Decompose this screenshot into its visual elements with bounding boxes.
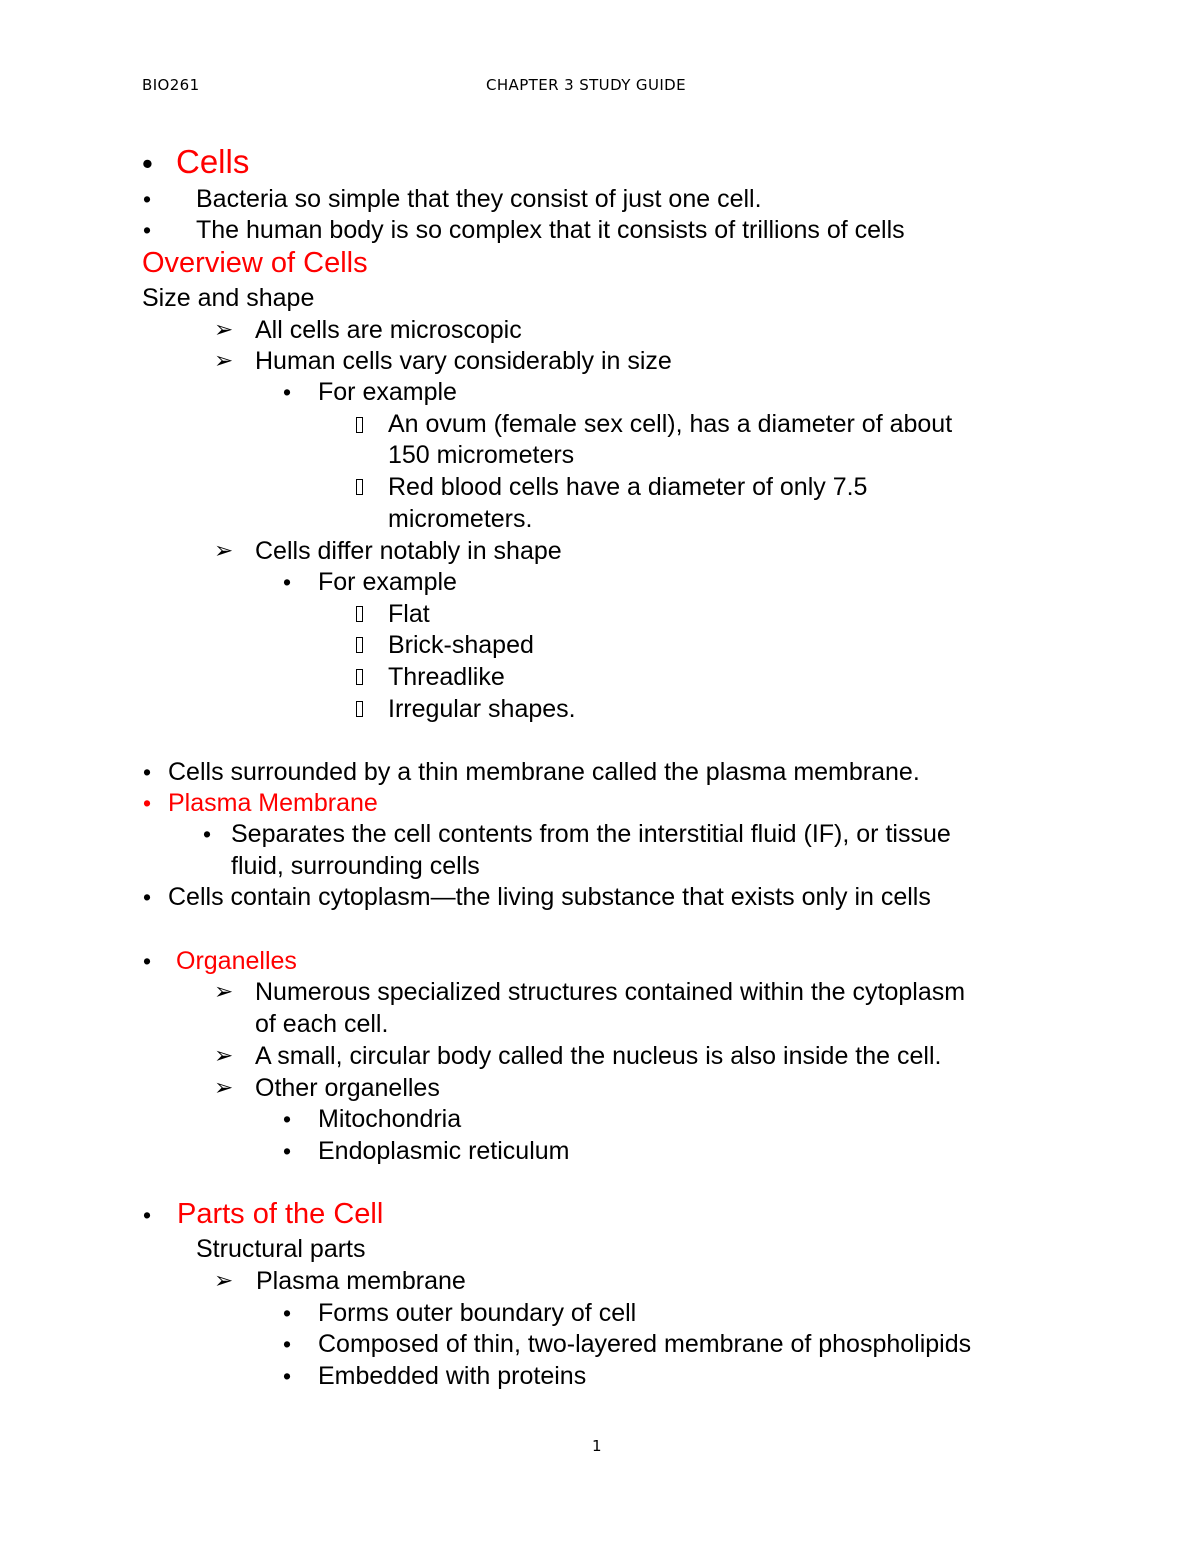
bullet-icon: • [142, 146, 153, 181]
list-item: Flat [388, 600, 430, 628]
box-bullet-icon [356, 479, 363, 495]
list-item: Bacteria so simple that they consist of just one cell. [196, 185, 762, 213]
list-item: Cells surrounded by a thin membrane called the plasma membrane. [168, 758, 920, 786]
arrow-bullet-icon: ➢ [214, 978, 234, 1004]
subheading-size-shape: Size and shape [142, 284, 315, 312]
bullet-icon: • [143, 884, 152, 910]
list-item-continuation: of each cell. [255, 1010, 389, 1038]
bullet-icon: • [143, 217, 152, 243]
page-number: 1 [592, 1437, 602, 1455]
list-item: Red blood cells have a diameter of only 7.5 [388, 473, 868, 501]
bullet-icon: • [283, 1363, 292, 1389]
list-item: Other organelles [255, 1074, 440, 1102]
list-item-continuation: 150 micrometers [388, 441, 575, 469]
arrow-bullet-icon: ➢ [214, 1267, 234, 1293]
list-item: Threadlike [388, 663, 505, 691]
list-item: Irregular shapes. [388, 695, 576, 723]
header-course: BIO261 [142, 76, 200, 94]
list-item: Forms outer boundary of cell [318, 1299, 637, 1327]
bullet-icon: • [143, 1202, 152, 1228]
bullet-icon: • [283, 1300, 292, 1326]
bullet-icon: • [143, 948, 152, 974]
bullet-icon: • [283, 1138, 292, 1164]
bullet-icon: • [143, 759, 152, 785]
list-item: For example [318, 568, 457, 596]
box-bullet-icon [356, 669, 363, 685]
subheading-structural-parts: Structural parts [196, 1235, 366, 1263]
bullet-icon: • [283, 1331, 292, 1357]
bullet-icon: • [283, 379, 292, 405]
box-bullet-icon [356, 637, 363, 653]
bullet-icon: • [143, 790, 152, 816]
bullet-icon: • [203, 821, 212, 847]
box-bullet-icon [356, 701, 363, 717]
heading-plasma-membrane: Plasma Membrane [168, 789, 378, 817]
list-item: Endoplasmic reticulum [318, 1137, 570, 1165]
box-bullet-icon [356, 417, 363, 433]
list-item: An ovum (female sex cell), has a diameter of about [388, 410, 953, 438]
arrow-bullet-icon: ➢ [214, 347, 234, 373]
list-item: Embedded with proteins [318, 1362, 587, 1390]
list-item: A small, circular body called the nucleus is also inside the cell. [255, 1042, 942, 1070]
arrow-bullet-icon: ➢ [214, 316, 234, 342]
list-item: Cells contain cytoplasm—the living substance that exists only in cells [168, 883, 931, 911]
list-item: Human cells vary considerably in size [255, 347, 672, 375]
arrow-bullet-icon: ➢ [214, 1042, 234, 1068]
list-item: For example [318, 378, 457, 406]
bullet-icon: • [283, 569, 292, 595]
heading-overview: Overview of Cells [142, 247, 368, 279]
box-bullet-icon [356, 606, 363, 622]
list-item: Separates the cell contents from the interstitial fluid (IF), or tissue [231, 820, 951, 848]
header-title: CHAPTER 3 STUDY GUIDE [486, 76, 686, 94]
list-item: All cells are microscopic [255, 316, 522, 344]
list-item-continuation: fluid, surrounding cells [231, 852, 480, 880]
list-item-continuation: micrometers. [388, 505, 533, 533]
heading-parts-of-cell: Parts of the Cell [177, 1198, 384, 1230]
bullet-icon: • [143, 186, 152, 212]
heading-cells: Cells [176, 143, 250, 180]
list-item: Composed of thin, two-layered membrane of phospholipids [318, 1330, 972, 1358]
list-item: Mitochondria [318, 1105, 462, 1133]
list-item: Brick-shaped [388, 631, 534, 659]
arrow-bullet-icon: ➢ [214, 537, 234, 563]
heading-organelles: Organelles [176, 947, 297, 975]
list-item: Plasma membrane [256, 1267, 466, 1295]
list-item: Cells differ notably in shape [255, 537, 562, 565]
bullet-icon: • [283, 1106, 292, 1132]
list-item: The human body is so complex that it consists of trillions of cells [196, 216, 905, 244]
list-item: Numerous specialized structures contained within the cytoplasm [255, 978, 966, 1006]
arrow-bullet-icon: ➢ [214, 1074, 234, 1100]
